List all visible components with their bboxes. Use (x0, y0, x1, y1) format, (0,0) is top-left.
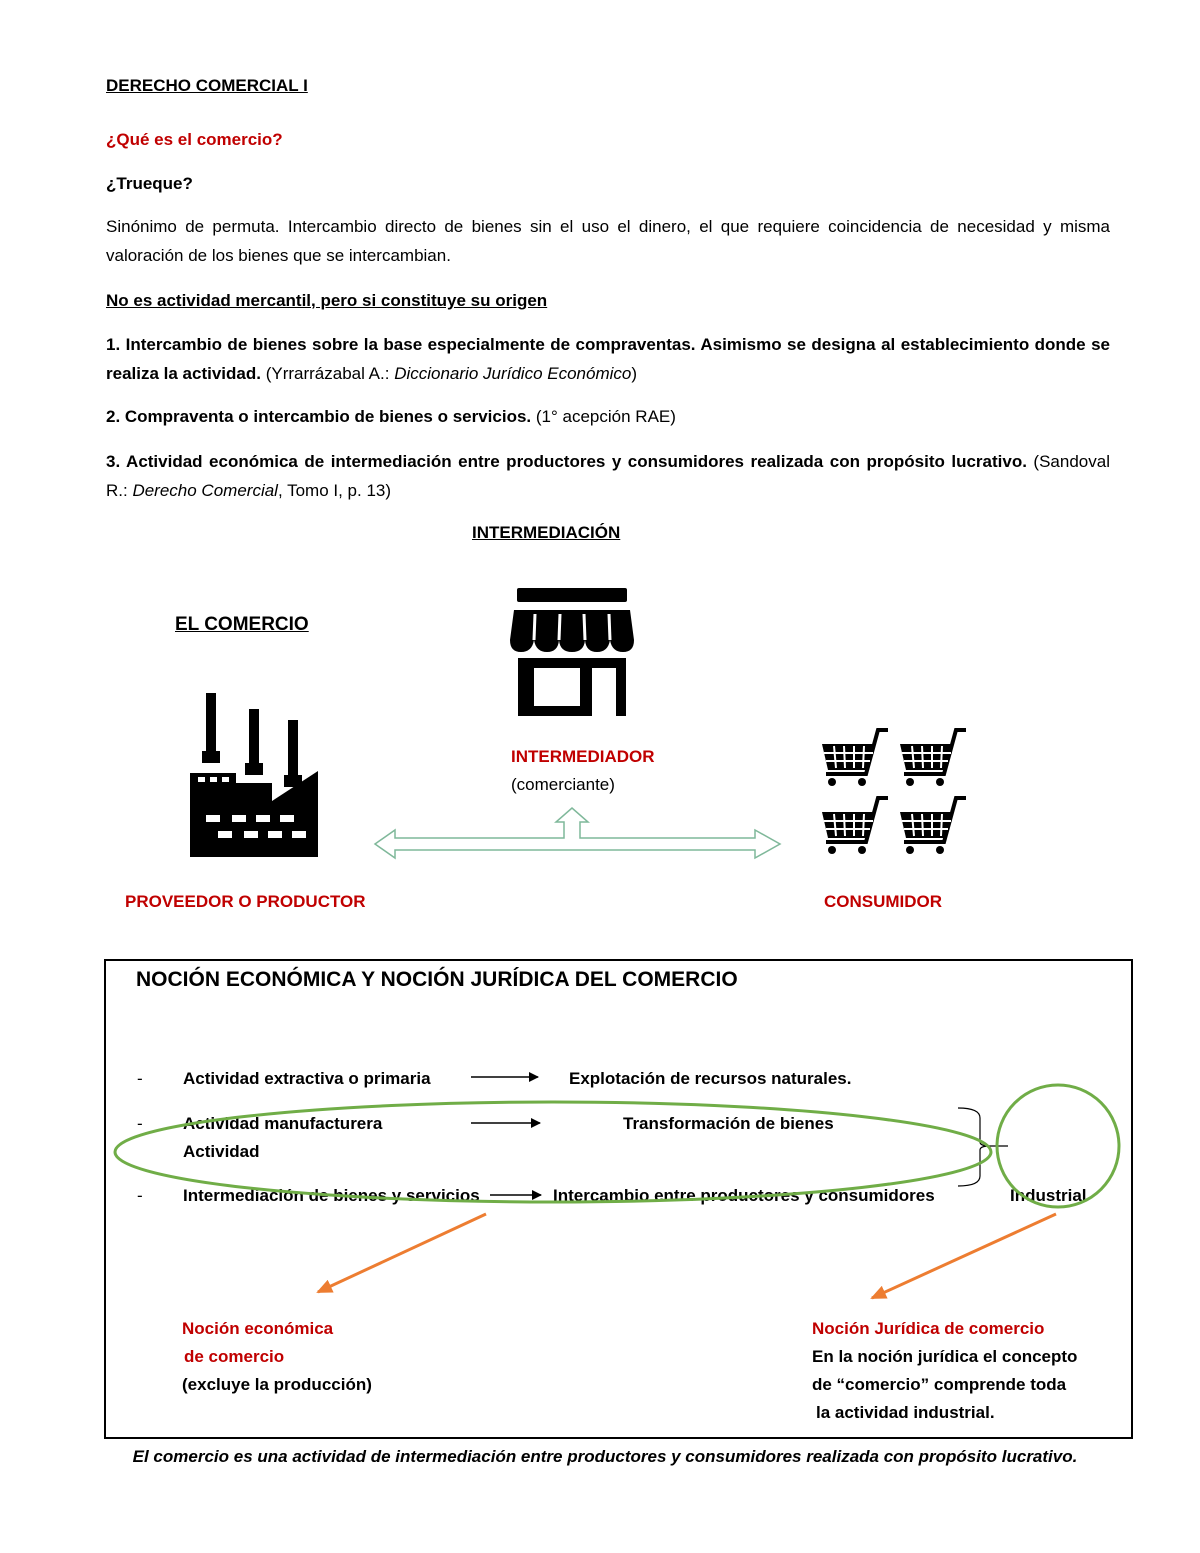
row-3-left: Intermediación de bienes y servicios (183, 1186, 480, 1205)
comerciante-label: (comerciante) (511, 775, 615, 794)
definition-2-source: (1° acepción RAE) (531, 407, 676, 426)
proveedor-label: PROVEEDOR O PRODUCTOR (125, 892, 366, 911)
juridica-line-4: la actividad industrial. (816, 1403, 995, 1422)
brace (958, 1108, 990, 1186)
intermediador-label: INTERMEDIADOR (511, 747, 655, 766)
page-title: DERECHO COMERCIAL I (106, 76, 308, 95)
definition-1-text: 1. Intercambio de bienes sobre la base especialmente de compraventas. Asimismo se designa al establecimiento donde se realiza la actividad. (106, 335, 1110, 383)
row-2-right: Transformación de bienes (623, 1114, 834, 1133)
juridica-line-3: de “comercio” comprende toda (812, 1375, 1067, 1394)
definition-1-source-title: Diccionario Jurídico Económico (394, 364, 632, 383)
juridica-line-2: En la noción jurídica el concepto (812, 1347, 1078, 1366)
green-ellipse (115, 1102, 991, 1202)
definition-3-source-pre: (Sandoval R.: (106, 452, 1110, 500)
intermediacion-label: INTERMEDIACIÓN (472, 523, 621, 542)
row-1-left: Actividad extractiva o primaria (183, 1069, 431, 1088)
row-1-right: Explotación de recursos naturales. (569, 1069, 852, 1088)
sinonimo-paragraph: Sinónimo de permuta. Intercambio directo de bienes sin el uso el dinero, el que requiere coincidencia de necesidad y misma valoración de los bienes que se intercambian. (106, 217, 1110, 265)
row-2-left: Actividad manufacturera (183, 1114, 383, 1133)
definition-2-text: 2. Compraventa o intercambio de bienes o servicios. (106, 407, 532, 426)
definition-1-source-pre: (Yrrarrázabal A.: (260, 364, 395, 383)
definition-1-source-post: ) (631, 364, 638, 383)
economica-line-2: de comercio (184, 1347, 285, 1366)
definition-3-source-post: , Tomo I, p. 13) (277, 481, 392, 500)
consumidor-label: CONSUMIDOR (824, 892, 943, 911)
row-1-dash: - (137, 1069, 143, 1088)
actividad-label: Actividad (183, 1142, 260, 1161)
question-heading: ¿Qué es el comercio? (106, 130, 283, 149)
definition-3-text: 3. Actividad económica de intermediación entre productores y consumidores realizada con propósito lucrativo. (106, 452, 1027, 471)
trueque-heading: ¿Trueque? (106, 174, 193, 193)
conclusion: El comercio es una actividad de intermediación entre productores y consumidores realizada con propósito lucrativo. (132, 1447, 1078, 1466)
el-comercio-label: EL COMERCIO (175, 614, 309, 635)
economica-line-3: (excluye la producción) (182, 1375, 372, 1394)
green-circle (997, 1085, 1119, 1207)
row-3-dash: - (137, 1186, 143, 1205)
orange-arrow-right (872, 1214, 1056, 1298)
orange-arrow-left (318, 1214, 486, 1292)
no-mercantil-note: No es actividad mercantil, pero si constituye su origen (106, 291, 548, 310)
box-heading: NOCIÓN ECONÓMICA Y NOCIÓN JURÍDICA DEL COMERCIO (136, 968, 738, 991)
row-3-right: Intercambio entre productores y consumidores (553, 1186, 935, 1205)
definition-3-source-title: Derecho Comercial (132, 481, 278, 500)
industrial-label: Industrial (1010, 1186, 1087, 1205)
juridica-line-1: Noción Jurídica de comercio (812, 1319, 1045, 1338)
economica-line-1: Noción económica (182, 1319, 334, 1338)
row-2-dash: - (137, 1114, 143, 1133)
